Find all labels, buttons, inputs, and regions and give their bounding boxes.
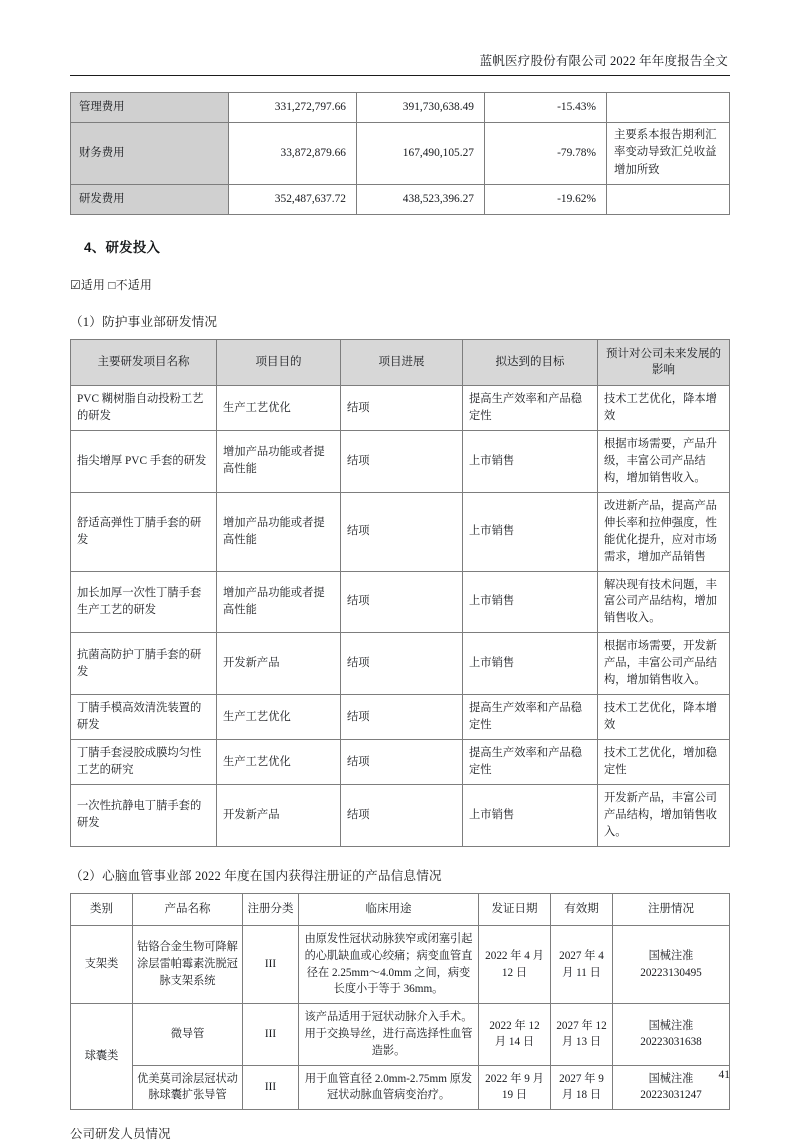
registration-issue-date: 2022 年 9 月 19 日 bbox=[479, 1065, 551, 1110]
rd-project-name: 丁腈手套浸胶成膜均匀性工艺的研究 bbox=[71, 740, 217, 785]
rd-project-impact: 技术工艺优化，降本增效 bbox=[598, 695, 730, 740]
registration-issue-date: 2022 年 12 月 14 日 bbox=[479, 1004, 551, 1065]
expense-previous-amount: 167,490,105.27 bbox=[357, 122, 485, 184]
table-row bbox=[71, 386, 730, 431]
expense-label: 管理费用 bbox=[71, 92, 229, 122]
rd-project-impact: 改进新产品，提高产品伸长率和拉伸强度，性能优化提升，应对市场需求，增加产品销售 bbox=[598, 492, 730, 571]
page-number: 41 bbox=[718, 1069, 730, 1081]
rd-project-impact: 技术工艺优化，降本增效 bbox=[598, 386, 730, 431]
rd-project-goal: 提高生产效率和产品稳定性 bbox=[463, 740, 598, 785]
column-header-project-impact: 预计对公司未来发展的影响 bbox=[598, 339, 730, 385]
registration-issue-date: 2022 年 4 月 12 日 bbox=[479, 925, 551, 1003]
table-row bbox=[71, 1004, 730, 1065]
expense-change-percent: -79.78% bbox=[485, 122, 607, 184]
registration-approval-label: 国械注准 bbox=[648, 949, 694, 962]
expense-previous-amount: 391,730,638.49 bbox=[357, 92, 485, 122]
expense-current-amount: 33,872,879.66 bbox=[229, 122, 357, 184]
expense-current-amount: 352,487,637.72 bbox=[229, 184, 357, 214]
column-header-expiry-date: 有效期 bbox=[551, 893, 613, 925]
column-header-product-name: 产品名称 bbox=[133, 893, 243, 925]
expense-current-amount: 331,272,797.66 bbox=[229, 92, 357, 122]
rd-project-progress: 结项 bbox=[341, 492, 463, 571]
rd-project-purpose: 增加产品功能或者提高性能 bbox=[217, 492, 341, 571]
expense-label: 研发费用 bbox=[71, 184, 229, 214]
table-header-row bbox=[71, 893, 730, 925]
registration-classification: III bbox=[243, 925, 299, 1003]
table-row bbox=[71, 571, 730, 633]
rd-project-name: 舒适高弹性丁腈手套的研发 bbox=[71, 492, 217, 571]
rd-project-goal: 上市销售 bbox=[463, 571, 598, 633]
rd-project-name: PVC 糊树脂自动投粉工艺的研发 bbox=[71, 386, 217, 431]
rd-project-goal: 上市销售 bbox=[463, 430, 598, 492]
expense-change-percent: -19.62% bbox=[485, 184, 607, 214]
expense-comparison-table bbox=[70, 92, 730, 215]
rd-project-purpose: 生产工艺优化 bbox=[217, 695, 341, 740]
rd-project-progress: 结项 bbox=[341, 386, 463, 431]
rd-project-purpose: 开发新产品 bbox=[217, 784, 341, 846]
rd-projects-table bbox=[70, 339, 730, 847]
rd-project-progress: 结项 bbox=[341, 430, 463, 492]
rd-project-goal: 提高生产效率和产品稳定性 bbox=[463, 386, 598, 431]
table-row bbox=[71, 784, 730, 846]
rd-project-progress: 结项 bbox=[341, 633, 463, 695]
registration-product-name: 钴铬合金生物可降解涂层雷帕霉素洗脱冠脉支架系统 bbox=[133, 925, 243, 1003]
expense-label: 财务费用 bbox=[71, 122, 229, 184]
registration-classification: III bbox=[243, 1004, 299, 1065]
table-row bbox=[71, 430, 730, 492]
expense-change-percent: -15.43% bbox=[485, 92, 607, 122]
rd-project-name: 抗菌高防护丁腈手套的研发 bbox=[71, 633, 217, 695]
registration-expiry-date: 2027 年 9 月 18 日 bbox=[551, 1065, 613, 1110]
rd-project-impact: 解决现有技术问题，丰富公司产品结构，增加销售收入。 bbox=[598, 571, 730, 633]
rd-project-goal: 提高生产效率和产品稳定性 bbox=[463, 695, 598, 740]
registration-number: 20223031638 bbox=[640, 1036, 702, 1049]
tail-note: 公司研发人员情况 bbox=[70, 1127, 171, 1142]
column-header-clinical-use: 临床用途 bbox=[299, 893, 479, 925]
column-header-project-goal: 拟达到的目标 bbox=[463, 339, 598, 385]
table-row bbox=[71, 695, 730, 740]
table-row bbox=[71, 925, 730, 1003]
table-row bbox=[71, 740, 730, 785]
expense-note: 主要系本报告期利汇率变动导致汇兑收益增加所致 bbox=[607, 122, 730, 184]
rd-project-progress: 结项 bbox=[341, 571, 463, 633]
rd-project-name: 加长加厚一次性丁腈手套生产工艺的研发 bbox=[71, 571, 217, 633]
section-title: 4、研发投入 bbox=[84, 239, 161, 255]
rd-project-purpose: 增加产品功能或者提高性能 bbox=[217, 430, 341, 492]
rd-project-purpose: 开发新产品 bbox=[217, 633, 341, 695]
applicable-checkbox-line: ☑适用 □不适用 bbox=[70, 277, 153, 292]
table-header-row bbox=[71, 339, 730, 385]
rd-project-impact: 技术工艺优化，增加稳定性 bbox=[598, 740, 730, 785]
table-row bbox=[71, 92, 730, 122]
rd-project-name: 指尖增厚 PVC 手套的研发 bbox=[71, 430, 217, 492]
registration-expiry-date: 2027 年 4 月 11 日 bbox=[551, 925, 613, 1003]
rd-project-name: 一次性抗静电丁腈手套的研发 bbox=[71, 784, 217, 846]
header-divider bbox=[70, 75, 730, 76]
registration-category: 支架类 bbox=[71, 925, 133, 1003]
registration-category: 球囊类 bbox=[71, 1004, 133, 1110]
registration-clinical-use: 该产品适用于冠状动脉介入手术。用于交换导丝，进行高选择性血管造影。 bbox=[299, 1004, 479, 1065]
table-row bbox=[71, 122, 730, 184]
running-header: 蓝帆医疗股份有限公司 2022 年年度报告全文 bbox=[479, 54, 728, 68]
column-header-registration: 注册情况 bbox=[613, 893, 730, 925]
rd-project-purpose: 生产工艺优化 bbox=[217, 386, 341, 431]
registration-number-cell bbox=[613, 1004, 730, 1065]
table-row bbox=[71, 633, 730, 695]
column-header-category: 类别 bbox=[71, 893, 133, 925]
expense-note bbox=[607, 92, 730, 122]
column-header-issue-date: 发证日期 bbox=[479, 893, 551, 925]
rd-project-progress: 结项 bbox=[341, 740, 463, 785]
subsection-title-2: （2）心脑血管事业部 2022 年度在国内获得注册证的产品信息情况 bbox=[70, 868, 442, 883]
registration-expiry-date: 2027 年 12 月 13 日 bbox=[551, 1004, 613, 1065]
table-row bbox=[71, 492, 730, 571]
expense-previous-amount: 438,523,396.27 bbox=[357, 184, 485, 214]
registration-product-name: 优美莫司涂层冠状动脉球囊扩张导管 bbox=[133, 1065, 243, 1110]
registration-product-name: 微导管 bbox=[133, 1004, 243, 1065]
rd-project-goal: 上市销售 bbox=[463, 784, 598, 846]
column-header-classification: 注册分类 bbox=[243, 893, 299, 925]
rd-project-goal: 上市销售 bbox=[463, 492, 598, 571]
expense-note bbox=[607, 184, 730, 214]
rd-project-purpose: 增加产品功能或者提高性能 bbox=[217, 571, 341, 633]
subsection-title-1: （1）防护事业部研发情况 bbox=[70, 314, 218, 329]
rd-project-impact: 根据市场需要，开发新产品，丰富公司产品结构，增加销售收入。 bbox=[598, 633, 730, 695]
rd-project-progress: 结项 bbox=[341, 784, 463, 846]
column-header-project-purpose: 项目目的 bbox=[217, 339, 341, 385]
rd-project-impact: 开发新产品，丰富公司产品结构，增加销售收入。 bbox=[598, 784, 730, 846]
registration-classification: III bbox=[243, 1065, 299, 1110]
registration-number: 20223031247 bbox=[640, 1089, 702, 1102]
rd-project-progress: 结项 bbox=[341, 695, 463, 740]
registration-number: 20223130495 bbox=[640, 966, 702, 979]
column-header-project-name: 主要研发项目名称 bbox=[71, 339, 217, 385]
rd-project-name: 丁腈手模高效清洗装置的研发 bbox=[71, 695, 217, 740]
table-row bbox=[71, 1065, 730, 1110]
column-header-project-progress: 项目进展 bbox=[341, 339, 463, 385]
registration-number-cell bbox=[613, 925, 730, 1003]
registration-clinical-use: 由原发性冠状动脉狭窄或闭塞引起的心肌缺血或心绞痛；病变血管直径在 2.25mm～4.0mm 之间，病变长度小于等于 36mm。 bbox=[299, 925, 479, 1003]
registration-clinical-use: 用于血管直径 2.0mm-2.75mm 原发冠状动脉血管病变治疗。 bbox=[299, 1065, 479, 1110]
registration-certificates-table bbox=[70, 893, 730, 1110]
rd-project-goal: 上市销售 bbox=[463, 633, 598, 695]
registration-approval-label: 国械注准 bbox=[648, 1072, 694, 1085]
rd-project-impact: 根据市场需要，产品升级，丰富公司产品结构，增加销售收入。 bbox=[598, 430, 730, 492]
registration-approval-label: 国械注准 bbox=[648, 1019, 694, 1032]
registration-number-cell bbox=[613, 1065, 730, 1110]
rd-project-purpose: 生产工艺优化 bbox=[217, 740, 341, 785]
table-row bbox=[71, 184, 730, 214]
